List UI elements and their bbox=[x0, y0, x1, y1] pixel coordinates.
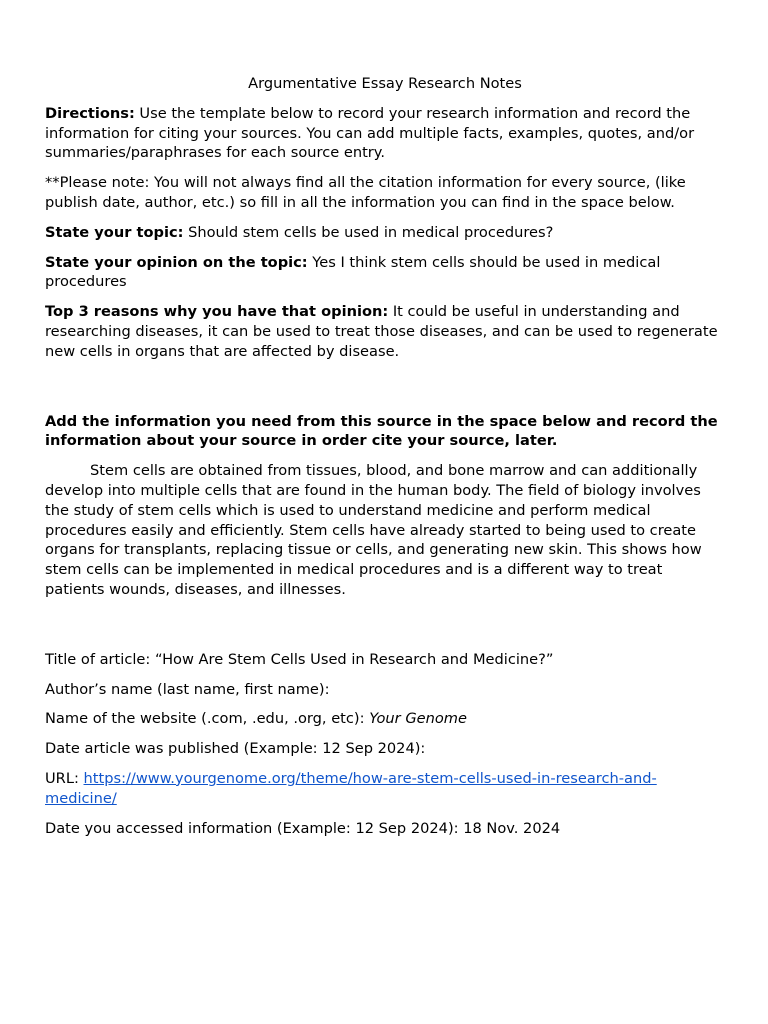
opinion-label: State your opinion on the topic: bbox=[45, 253, 308, 271]
citation-website bbox=[45, 709, 725, 729]
reasons-value: It could be useful in understanding and researching diseases, it can be used to treat those diseases, and can be used to regenerate new cells in organs that are affected by disease. bbox=[45, 303, 718, 360]
source-url-link[interactable]: https://www.yourgenome.org/theme/how-are-stem-cells-used-in-research-and-medicine/ bbox=[45, 769, 657, 807]
opinion-paragraph bbox=[45, 253, 725, 293]
document-title: Argumentative Essay Research Notes bbox=[248, 75, 522, 92]
topic-value: Should stem cells be used in medical procedures? bbox=[183, 223, 554, 241]
topic-label: State your topic: bbox=[45, 223, 184, 241]
topic-paragraph bbox=[45, 223, 725, 243]
citation-website-value: Your Genome bbox=[369, 710, 467, 728]
directions-paragraph bbox=[45, 104, 725, 163]
opinion-value: Yes I think stem cells should be used in medical procedures bbox=[45, 253, 661, 291]
directions-text: Use the template below to record your research information and record the information for citing your sources. You can add multiple facts, examples, quotes, and/or summaries/paraphrases for each source entry. bbox=[45, 104, 695, 162]
citation-author: Author’s name (last name, first name): bbox=[45, 680, 330, 698]
citation-url-label: URL: bbox=[45, 769, 84, 787]
citation-article-title: Title of article: “How Are Stem Cells Used in Research and Medicine?” bbox=[45, 650, 554, 668]
directions-label: Directions: bbox=[45, 104, 135, 122]
citation-url bbox=[45, 769, 725, 809]
citation-website-label: Name of the website (.com, .edu, .org, etc): bbox=[45, 710, 370, 728]
note-paragraph: **Please note: You will not always find all the citation information for every source, (like publish date, author, etc.) so fill in all the information you can find in the space below. bbox=[45, 174, 686, 211]
spacer bbox=[45, 372, 725, 412]
source-notes: Stem cells are obtained from tissues, blood, and bone marrow and can additionally develop into multiple cells that are found in the human body. The field of biology involves the study of stem cells which is used to understand medicine and perform medical procedures easily and efficiently. Stem cells have already started to being used to create organs for transplants, replacing tissue or cells, and generating new skin. This shows how stem cells can be implemented in medical procedures and is a different way to treat patients wounds, diseases, and illnesses. bbox=[45, 462, 702, 598]
reasons-paragraph bbox=[45, 302, 725, 361]
citation-date-published: Date article was published (Example: 12 Sep 2024): bbox=[45, 740, 426, 758]
spacer bbox=[45, 610, 725, 650]
citation-date-accessed: Date you accessed information (Example: 12 Sep 2024): 18 Nov. 2024 bbox=[45, 819, 561, 837]
document-page bbox=[45, 74, 725, 848]
source-instructions: Add the information you need from this source in the space below and record the information about your source in order cite your source, later. bbox=[45, 412, 718, 450]
reasons-label: Top 3 reasons why you have that opinion: bbox=[45, 303, 389, 321]
